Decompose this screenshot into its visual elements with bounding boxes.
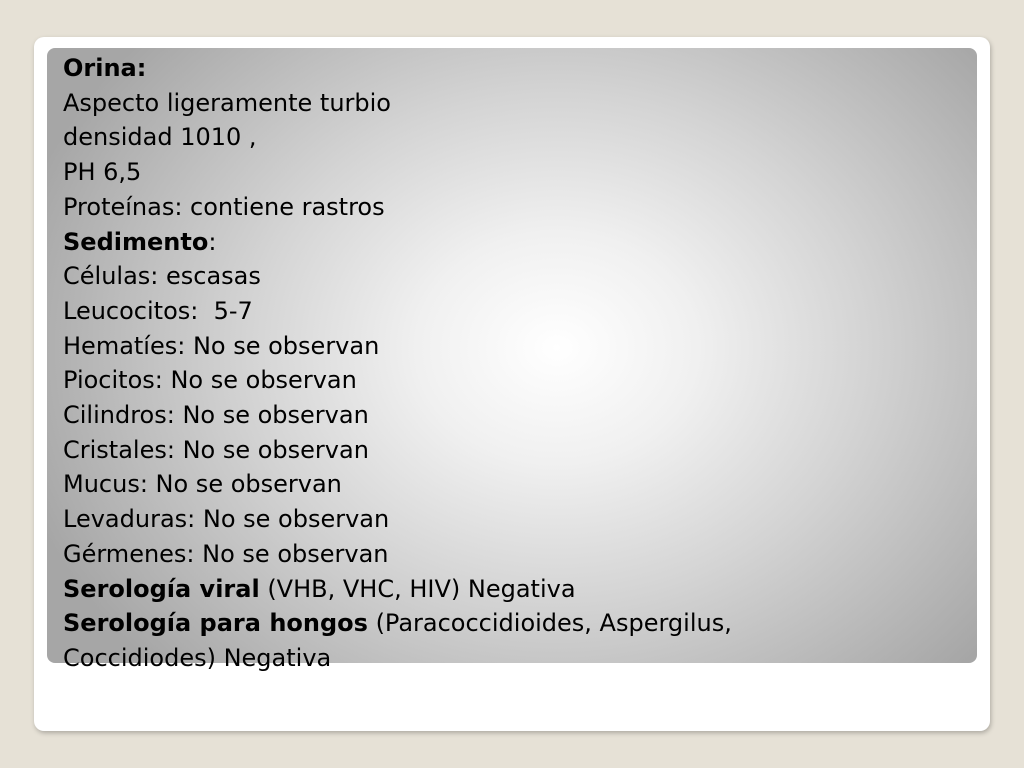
text-line-sedimento <box>63 225 963 260</box>
line-text: (VHB, VHC, HIV) Negativa <box>259 574 576 603</box>
line-text: Aspecto ligeramente turbio <box>63 88 391 117</box>
slide-text-body <box>63 51 963 676</box>
text-line-leucocitos <box>63 294 963 329</box>
line-text: Leucocitos: 5-7 <box>63 296 253 325</box>
text-line-levaduras <box>63 502 963 537</box>
line-text: Cilindros: No se observan <box>63 401 369 430</box>
text-line-serologia-hongos <box>63 606 963 641</box>
text-line-densidad <box>63 120 963 155</box>
line-text: Mucus: No se observan <box>63 470 342 499</box>
text-line-coccidiodes <box>63 641 963 676</box>
text-line-serologia-viral <box>63 572 963 607</box>
heading-serologia-hongos: Serología para hongos <box>63 609 368 638</box>
text-line-mucus <box>63 467 963 502</box>
text-line-celulas <box>63 259 963 294</box>
text-line-hematies <box>63 329 963 364</box>
text-line-germenes <box>63 537 963 572</box>
heading-orina: Orina: <box>63 54 147 82</box>
text-line-cristales <box>63 433 963 468</box>
line-text: Piocitos: No se observan <box>63 366 357 395</box>
line-text: densidad 1010 , <box>63 123 257 152</box>
line-text: Coccidiodes) Negativa <box>63 643 332 672</box>
line-text: Gérmenes: No se observan <box>63 539 389 568</box>
line-text: PH 6,5 <box>63 158 142 187</box>
text-line-orina <box>63 51 963 86</box>
line-text: Levaduras: No se observan <box>63 505 390 534</box>
text-line-ph <box>63 155 963 190</box>
line-text: : <box>208 227 217 256</box>
line-text: Células: escasas <box>63 262 261 291</box>
text-line-proteinas <box>63 190 963 225</box>
heading-serologia-viral: Serología viral <box>63 574 260 603</box>
text-line-aspecto <box>63 86 963 121</box>
line-text: Hematíes: No se observan <box>63 331 380 360</box>
line-text: Cristales: No se observan <box>63 435 369 464</box>
text-line-piocitos <box>63 363 963 398</box>
line-text: Proteínas: contiene rastros <box>63 192 385 221</box>
heading-sedimento: Sedimento <box>63 227 209 256</box>
text-line-cilindros <box>63 398 963 433</box>
line-text: (Paracoccidioides, Aspergilus, <box>367 609 732 638</box>
